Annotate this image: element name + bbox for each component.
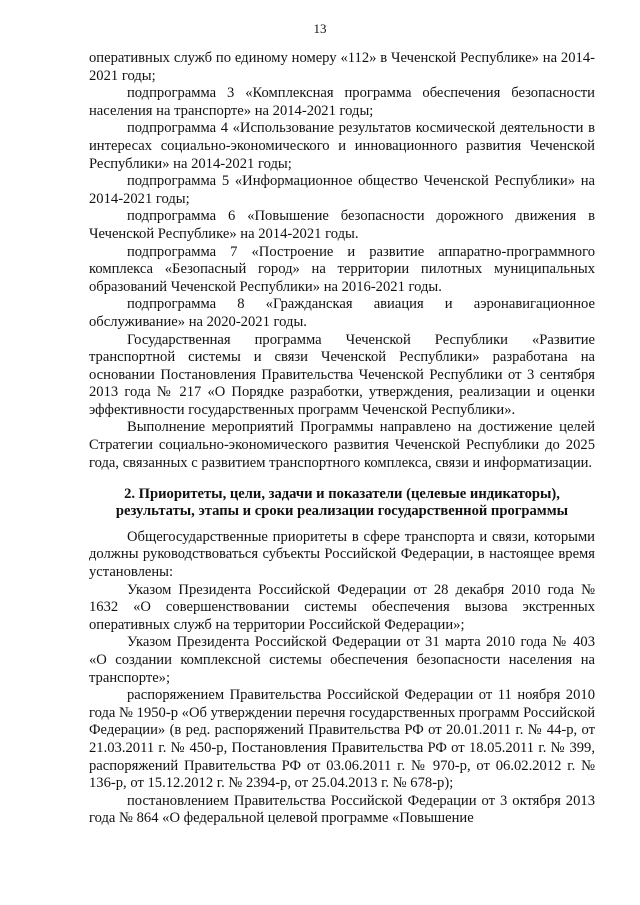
page-number: 13: [313, 21, 327, 36]
section-heading: [89, 486, 595, 520]
paragraph: подпрограмма 8 «Гражданская авиация и аэронавигационное обслуживание» на 2020-2021 годы.: [89, 296, 595, 330]
paragraph-group-intro: [89, 50, 595, 472]
section-heading-line-1: 2. Приоритеты, цели, задачи и показатели (целевые индикаторы),: [124, 486, 560, 503]
paragraph: подпрограмма 7 «Построение и развитие аппаратно-программного комплекса «Безопасный город» на территории пилотных муниципальных образований Чеченской Республики» на 2016-2021 годы.: [89, 243, 595, 295]
paragraph: подпрограмма 3 «Комплексная программа обеспечения безопасности населения на транспорте» на 2014-2021 годы;: [89, 85, 595, 119]
paragraph: постановлением Правительства Российской Федерации от 3 октября 2013 года № 864 «О федеральной целевой программе «Повышение: [89, 792, 595, 827]
paragraph-group-priorities: [89, 529, 595, 828]
paragraph: Государственная программа Чеченской Республики «Развитие транспортной системы и связи Чеченской Республики» разработана на основании Постановления Правительства Чеченской Республики от 3 сентября 2013 года № 217 «О Порядке разработки, утверждения, реализации и оценки эффективности государственных программ Чеченской Республики».: [89, 331, 595, 418]
section-heading-line-2: результаты, этапы и сроки реализации государственной программы: [115, 503, 569, 520]
paragraph: подпрограмма 5 «Информационное общество Чеченской Республики» на 2014-2021 годы;: [89, 173, 595, 207]
paragraph: распоряжением Правительства Российской Федерации от 11 ноября 2010 года № 1950-р «Об утверждении перечня государственных программ Российской Федерации» (в ред. распоряжений Правительства РФ от 20.01.2011 г. № 44-р, от 21.03.2011 г. № 450-р, Постановления Правительства РФ от 18.05.2011 г. № 399, распоряжений Правительства РФ от 03.06.2011 г. № 970-р, от 06.02.2012 г. № 136-р, от 15.12.2012 г. № 2394-р, от 25.04.2013 г. № 678-р);: [89, 687, 595, 792]
document-body: [89, 50, 595, 828]
paragraph: подпрограмма 6 «Повышение безопасности дорожного движения в Чеченской Республике» на 2014-2021 годы.: [89, 208, 595, 242]
paragraph: Указом Президента Российской Федерации от 31 марта 2010 года № 403 «О создании комплексной системы обеспечения безопасности населения на транспорте»;: [89, 634, 595, 686]
paragraph: Выполнение мероприятий Программы направлено на достижение целей Стратегии социально-экономического развития Чеченской Республики до 2025 года, связанных с развитием транспортного комплекса, связи и информатизации.: [89, 419, 595, 471]
paragraph: Общегосударственные приоритеты в сфере транспорта и связи, которыми должны руководствоваться субъекты Российской Федерации, в настоящее время установлены:: [89, 528, 595, 581]
paragraph: оперативных служб по единому номеру «112» в Чеченской Республике» на 2014-2021 годы;: [89, 50, 595, 84]
paragraph: Указом Президента Российской Федерации от 28 декабря 2010 года № 1632 «О совершенствовании системы обеспечения вызова экстренных оперативных служб на территории Российской Федерации»;: [89, 581, 595, 633]
paragraph: подпрограмма 4 «Использование результатов космической деятельности в интересах социально-экономического и инновационного развития Чеченской Республики» на 2014-2021 годы;: [89, 120, 595, 172]
